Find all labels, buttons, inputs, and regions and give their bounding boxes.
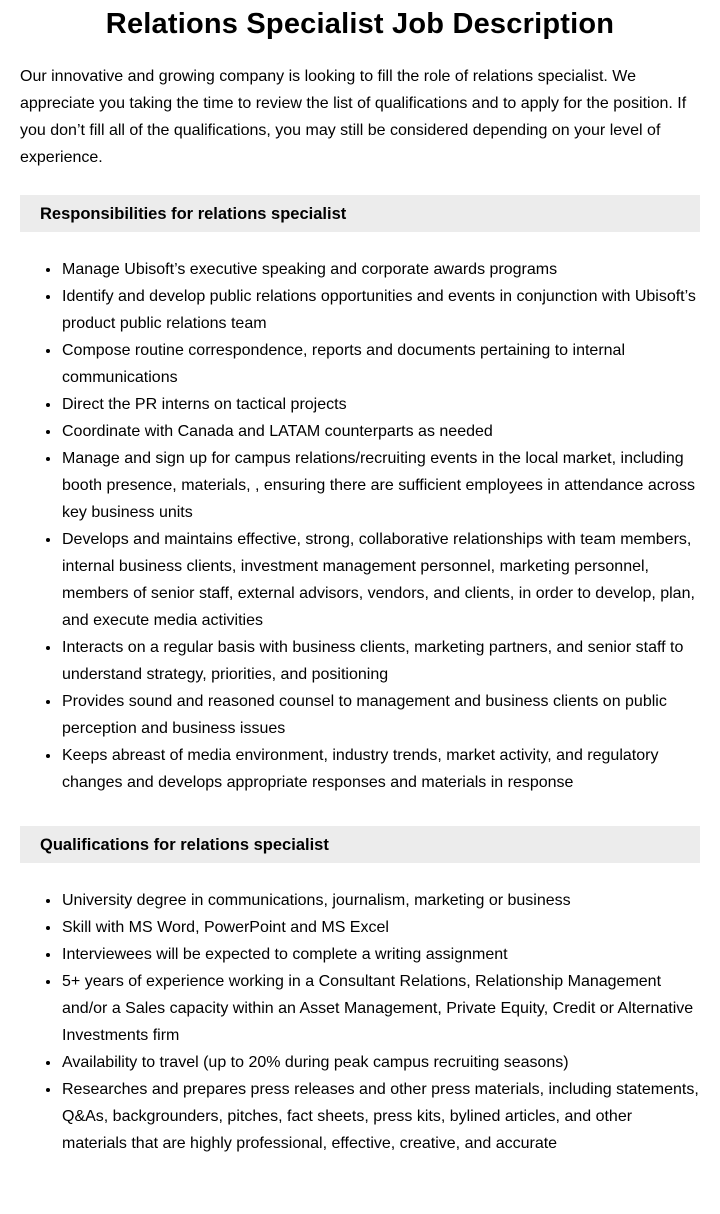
qualifications-section-heading: Qualifications for relations specialist bbox=[20, 826, 700, 863]
list-item: • Coordinate with Canada and LATAM counterparts as needed bbox=[61, 418, 700, 445]
section-qualifications bbox=[20, 826, 700, 1157]
list-item: • Identify and develop public relations opportunities and events in conjunction with Ubisoft’s product public relations team bbox=[61, 283, 700, 337]
responsibilities-list bbox=[20, 256, 700, 796]
list-item: • Availability to travel (up to 20% during peak campus recruiting seasons) bbox=[61, 1049, 700, 1076]
list-item: • Develops and maintains effective, strong, collaborative relationships with team members, internal business clients, investment management personnel, marketing personnel, members of senior staff, external advisors, vendors, and clients, in order to develop, plan, and execute media activities bbox=[61, 526, 700, 634]
list-item: • Interacts on a regular basis with business clients, marketing partners, and senior staff to understand strategy, priorities, and positioning bbox=[61, 634, 700, 688]
list-item: • Direct the PR interns on tactical projects bbox=[61, 391, 700, 418]
list-item: • University degree in communications, journalism, marketing or business bbox=[61, 887, 700, 914]
page-title: Relations Specialist Job Description bbox=[105, 8, 615, 40]
responsibilities-section-heading: Responsibilities for relations specialist bbox=[20, 195, 700, 232]
list-item: • Skill with MS Word, PowerPoint and MS Excel bbox=[61, 914, 700, 941]
list-item: • Keeps abreast of media environment, industry trends, market activity, and regulatory changes and develops appropriate responses and materials in response bbox=[61, 742, 700, 796]
list-item: • Researches and prepares press releases and other press materials, including statements, Q&As, backgrounders, pitches, fact sheets, press kits, bylined articles, and other materials that are highly professional, effective, creative, and accurate bbox=[61, 1076, 700, 1157]
intro-paragraph: Our innovative and growing company is looking to fill the role of relations specialist. We appreciate you taking the time to review the list of qualifications and to apply for the position. If you don’t fill all of the qualifications, you may still be considered depending on your level of experience. bbox=[20, 68, 687, 166]
qualifications-list bbox=[20, 887, 700, 1157]
list-item: • Manage and sign up for campus relations/recruiting events in the local market, including booth presence, materials, , ensuring there are sufficient employees in attendance across key business units bbox=[61, 445, 700, 526]
list-item: • 5+ years of experience working in a Consultant Relations, Relationship Management and/or a Sales capacity within an Asset Management, Private Equity, Credit or Alternative Investments firm bbox=[61, 968, 700, 1049]
list-item: • Provides sound and reasoned counsel to management and business clients on public perception and business issues bbox=[61, 688, 700, 742]
list-item: • Interviewees will be expected to complete a writing assignment bbox=[61, 941, 700, 968]
section-responsibilities bbox=[20, 195, 700, 796]
list-item: • Compose routine correspondence, reports and documents pertaining to internal communications bbox=[61, 337, 700, 391]
list-item: • Manage Ubisoft’s executive speaking and corporate awards programs bbox=[61, 256, 700, 283]
